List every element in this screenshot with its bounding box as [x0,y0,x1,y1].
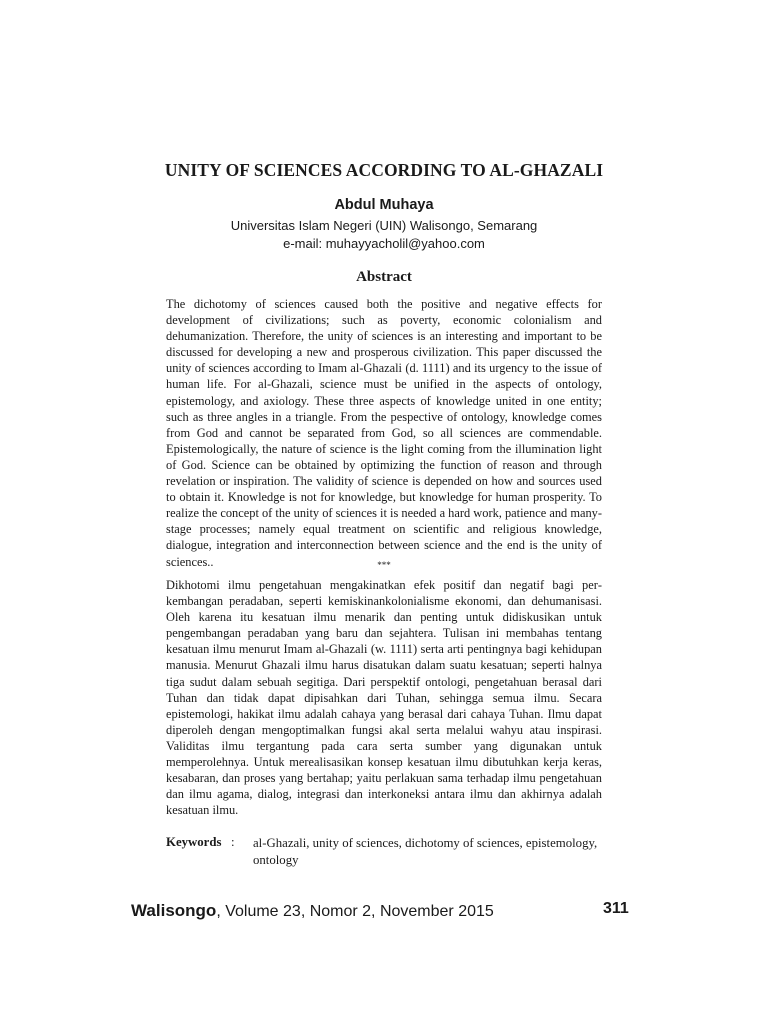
footer-citation [131,901,494,921]
author-name: Abdul Muhaya [334,197,434,213]
abstract-english: The dichotomy of sciences caused both the positive and negative effects for development of civilizations; such as poverty, economic colonialism and dehumanization. Therefore, the unity of sciences is an interesting and important to be discussed for developing a new and prosperous civilization. This paper discussed the unity of sciences according to Imam al-Ghazali (d. 1111) and its urgency to the issue of human life. For al-Ghazali, science must be unified in the aspects of ontology, epistemology, and axiology. These three aspects of knowledge united in one entity; such as three angles in a triangle. From the pespective of ontology, knowledge comes from God and cannot be separated from God, so all sciences are commendable. Epistemologically, the nature of science is the light coming from the illumination light of God. Science can be obtained by optimizing the function of reason and through revelation or inspiration. The validity of science is depended on how and sources used to obtain it. Knowledge is not for knowledge, but knowledge for human prosperity. To realize the concept of the unity of sciences it is needed a hard work, patience and many-stage processes; namely equal treatment on scientific and religious knowledge, dialogue, integration and interconnection between science and the end is the unity of sciences.. [166,297,602,569]
abstract-indonesian: Dikhotomi ilmu pengetahuan mengakinatkan efek positif dan negatif bagi perkembangan peradaban, seperti kemiskinankolonialisme ekonomi, dan dehumanisasi. Oleh karena itu kesatuan ilmu menarik dan penting untuk didiskusikan untuk pengembangan peradaban yang baru dan sejahtera. Tulisan ini membahas tentang kesatuan ilmu menurut Imam al-Ghazali (w. 1111) serta arti pentingnya bagi kehidupan manusia. Menurut Ghazali ilmu harus disatukan dalam suatu kesatuan; seperti halnya tiga sudut dalam sebuah segitiga. Dari perspektif ontologi, pengetahuan berasal dari Tuhan dan tidak dapat dipisahkan dari Tuhan, sehingga semua ilmu. Secara epistemologi, hakikat ilmu adalah cahaya yang berasal dari cahaya Tuhan. Ilmu dapat diperoleh dengan mengoptimalkan fungsi akal serta melalui wahyu atau inspirasi. Validitas ilmu tergantung pada cara serta sumber yang digunakan untuk memperolehnya. Untuk merealisasikan konsep kesatuan ilmu dibutuhkan kerja keras, kesabaran, dan proses yang bertahap; yaitu perlakuan sama terhadap ilmu pengetahuan dan ilmu agama, dialog, integrasi dan interkoneksi antara ilmu dan akhirnya adalah kesatuan ilmu. [166,578,602,818]
page-number: 311 [603,900,629,917]
abstract-heading: Abstract [356,269,412,285]
keywords-list: al-Ghazali, unity of sciences, dichotomy of sciences, epistemology, ontology [253,836,598,867]
paper-title: UNITY OF SCIENCES ACCORDING TO AL-GHAZALI [164,160,604,180]
author-email: e-mail: muhayyacholil@yahoo.com [283,236,485,251]
journal-name: Walisongo [131,901,217,920]
abstract-separator: *** [377,560,391,570]
author-affiliation: Universitas Islam Negeri (UIN) Walisongo, Semarang [230,218,538,233]
keywords-colon: : [231,835,235,849]
journal-issue: , Volume 23, Nomor 2, November 2015 [216,903,494,920]
keywords-label: Keywords [166,835,222,849]
